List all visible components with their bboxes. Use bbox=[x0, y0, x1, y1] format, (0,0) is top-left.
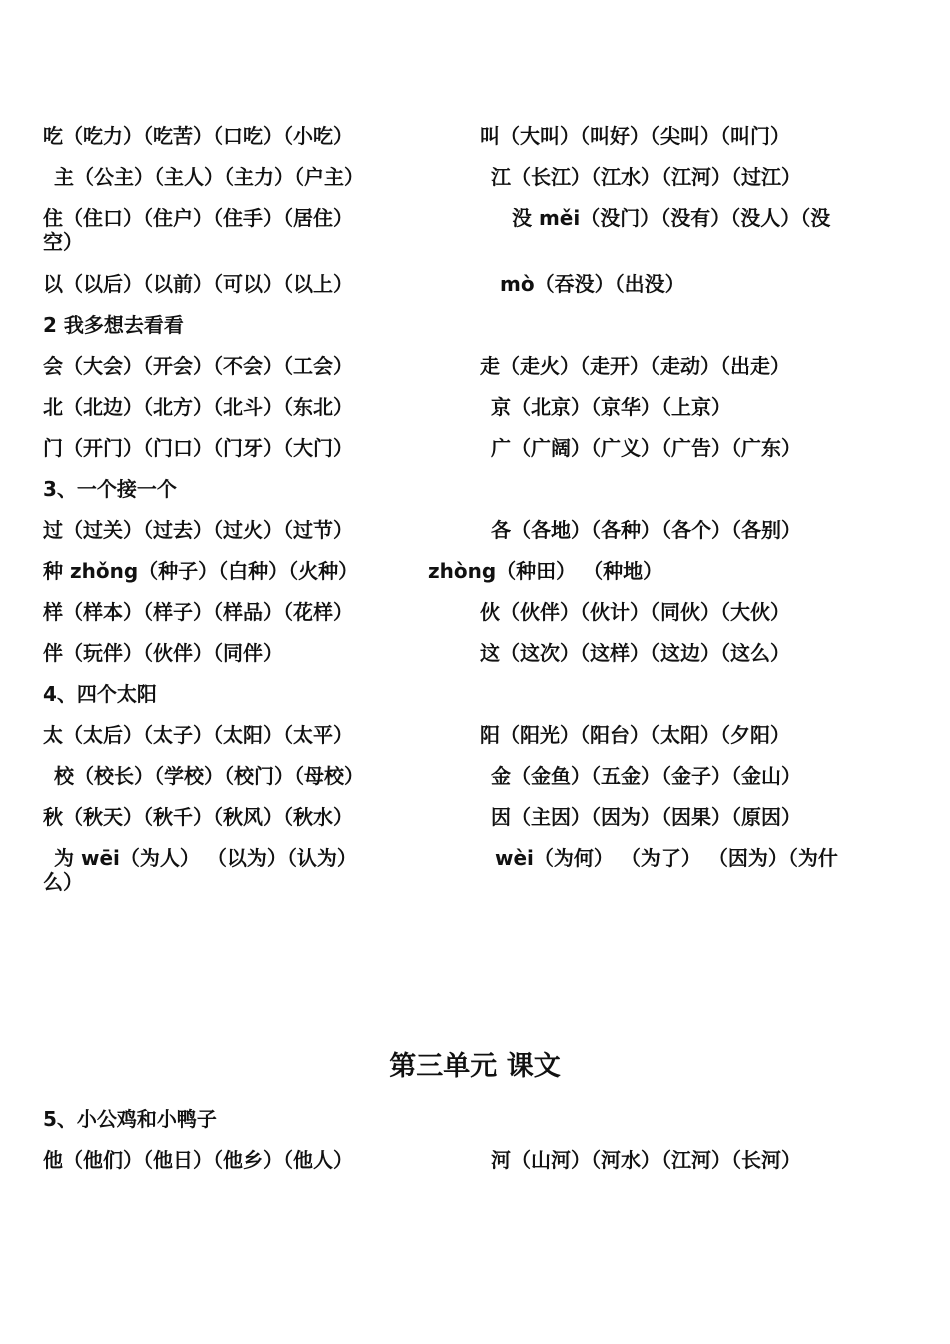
word-row-ge: 各（各地）（各种）（各个）（各别） bbox=[491, 518, 801, 542]
word-row-jin: 金（金鱼）（五金）（金子）（金山） bbox=[491, 764, 801, 788]
word-row-ta: 他（他们）（他日）（他乡）（他人） bbox=[43, 1148, 353, 1172]
word-row-zhu: 主（公主）（主人）（主力）（户主） bbox=[54, 165, 364, 189]
word-row-mei: 没 měi（没门）（没有）（没人）（没 bbox=[512, 206, 831, 230]
word-row-zhe: 这（这次）（这样）（这边）（这么） bbox=[480, 641, 790, 665]
word-row-he: 河（山河）（河水）（江河）（长河） bbox=[491, 1148, 801, 1172]
word-row-huo: 伙（伙伴）（伙计）（同伙）（大伙） bbox=[480, 600, 790, 624]
word-row-ban: 伴（玩伴）（伙伴）（同伴） bbox=[43, 641, 283, 665]
lesson-heading-5: 5、小公鸡和小鸭子 bbox=[43, 1107, 217, 1131]
word-row-chi: 吃（吃力）（吃苦）（口吃）（小吃） bbox=[43, 124, 353, 148]
word-row-zou: 走（走火）（走开）（走动）（出走） bbox=[480, 354, 790, 378]
lesson-heading-3: 3、一个接一个 bbox=[43, 477, 177, 501]
word-row-bei: 北（北边）（北方）（北斗）（东北） bbox=[43, 395, 353, 419]
lesson-heading-4: 4、四个太阳 bbox=[43, 682, 157, 706]
word-row-yi: 以（以后）（以前）（可以）（以上） bbox=[43, 272, 353, 296]
word-row-men: 门（开门）（门口）（门牙）（大门） bbox=[43, 436, 353, 460]
word-row-yang: 样（样本）（样子）（样品）（花样） bbox=[43, 600, 353, 624]
unit-title: 第三单元 课文 bbox=[389, 1051, 561, 1082]
word-row-jiang: 江（长江）（江水）（江河）（过江） bbox=[491, 165, 801, 189]
word-row-wei-first: 为 wēi（为人） （以为）（认为） bbox=[54, 846, 357, 870]
word-row-mo: mò（吞没）（出没） bbox=[500, 272, 685, 296]
word-row-mei-continued: 空） bbox=[43, 230, 83, 254]
word-row-jiao: 叫（大叫）（叫好）（尖叫）（叫门） bbox=[480, 124, 790, 148]
word-row-qiu: 秋（秋天）（秋千）（秋风）（秋水） bbox=[43, 805, 353, 829]
word-row-hui: 会（大会）（开会）（不会）（工会） bbox=[43, 354, 353, 378]
lesson-heading-2: 2 我多想去看看 bbox=[43, 313, 184, 337]
word-row-wei-fourth: wèi（为何） （为了） （因为）（为什 bbox=[495, 846, 838, 870]
word-row-yang-sun: 阳（阳光）（阳台）（太阳）（夕阳） bbox=[480, 723, 790, 747]
word-row-guang: 广（广阔）（广义）（广告）（广东） bbox=[491, 436, 801, 460]
word-row-zhong-plant: zhòng（种田） （种地） bbox=[428, 559, 664, 583]
word-row-guo: 过（过关）（过去）（过火）（过节） bbox=[43, 518, 353, 542]
word-row-wei-continued: 么） bbox=[43, 870, 83, 894]
word-row-tai: 太（太后）（太子）（太阳）（太平） bbox=[43, 723, 353, 747]
word-row-yin: 因（主因）（因为）（因果）（原因） bbox=[491, 805, 801, 829]
word-row-jing: 京（北京）（京华）（上京） bbox=[491, 395, 731, 419]
word-row-xiao: 校（校长）（学校）（校门）（母校） bbox=[54, 764, 364, 788]
word-row-zhong-seed: 种 zhǒng（种子）（白种）（火种） bbox=[43, 559, 359, 583]
word-row-zhu-live: 住（住口）（住户）（住手）（居住） bbox=[43, 206, 353, 230]
